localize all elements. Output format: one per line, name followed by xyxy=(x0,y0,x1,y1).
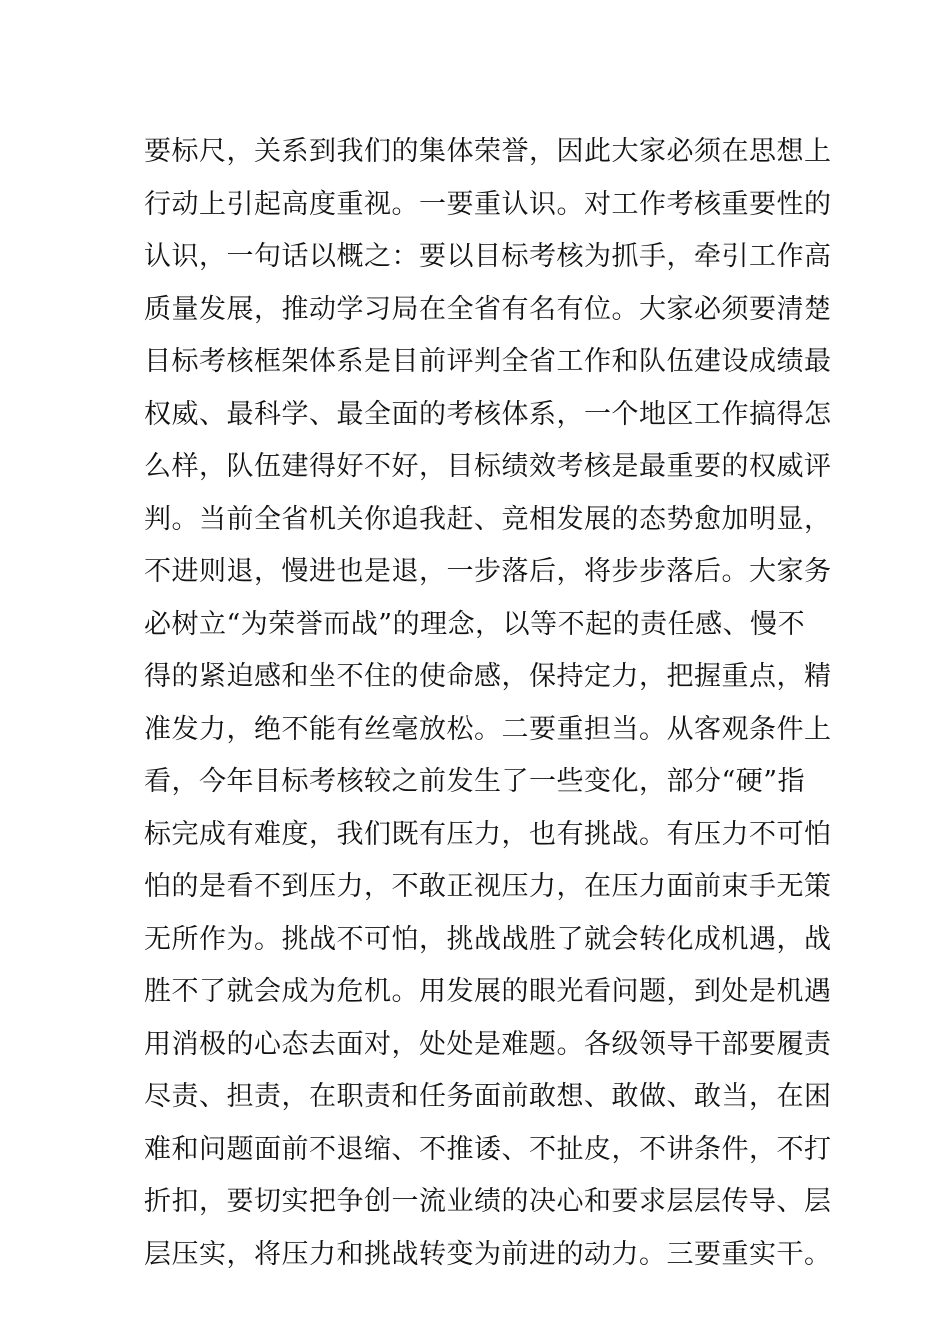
text-line: 么样，队伍建得好不好，目标绩效考核是最重要的权威评 xyxy=(144,451,832,482)
text-line: 用消极的心态去面对，处处是难题。各级领导干部要履责 xyxy=(144,1028,832,1060)
text-line: 无所作为。挑战不可怕，挑战战胜了就会转化成机遇，战 xyxy=(144,923,832,955)
text-line: 认识，一句话以概之：要以目标考核为抓手，牵引工作高 xyxy=(144,241,832,272)
text-line: 质量发展，推动学习局在全省有名有位。大家必须要清楚 xyxy=(144,293,832,325)
text-line: 判。当前全省机关你追我赶、竞相发展的态势愈加明显， xyxy=(144,503,832,535)
body-paragraph xyxy=(144,126,832,1281)
text-line: 必树立“为荣誉而战”的理念，以等不起的责任感、慢不 xyxy=(144,608,806,640)
text-line: 标完成有难度，我们既有压力，也有挑战。有压力不可怕 xyxy=(144,818,832,850)
text-line: 目标考核框架体系是目前评判全省工作和队伍建设成绩最 xyxy=(144,346,832,377)
text-line: 怕的是看不到压力，不敢正视压力，在压力面前束手无策 xyxy=(144,871,832,902)
text-line: 准发力，绝不能有丝毫放松。二要重担当。从客观条件上 xyxy=(144,713,832,745)
text-line: 不进则退，慢进也是退，一步落后，将步步落后。大家务 xyxy=(144,556,832,587)
text-line: 难和问题面前不退缩、不推诿、不扯皮，不讲条件，不打 xyxy=(144,1133,832,1165)
text-line: 行动上引起高度重视。一要重认识。对工作考核重要性的 xyxy=(144,188,832,220)
text-line: 层压实，将压力和挑战转变为前进的动力。三要重实干。 xyxy=(144,1238,832,1270)
text-line: 要标尺，关系到我们的集体荣誉，因此大家必须在思想上 xyxy=(144,136,832,167)
text-line: 看，今年目标考核较之前发生了一些变化，部分“硬”指 xyxy=(144,766,806,797)
text-line: 胜不了就会成为危机。用发展的眼光看问题，到处是机遇 xyxy=(144,976,832,1007)
text-line: 权威、最科学、最全面的考核体系，一个地区工作搞得怎 xyxy=(144,398,832,430)
text-line: 得的紧迫感和坐不住的使命感，保持定力，把握重点，精 xyxy=(144,661,832,692)
text-line: 折扣，要切实把争创一流业绩的决心和要求层层传导、层 xyxy=(144,1186,832,1217)
text-line: 尽责、担责，在职责和任务面前敢想、敢做、敢当，在困 xyxy=(144,1081,832,1112)
